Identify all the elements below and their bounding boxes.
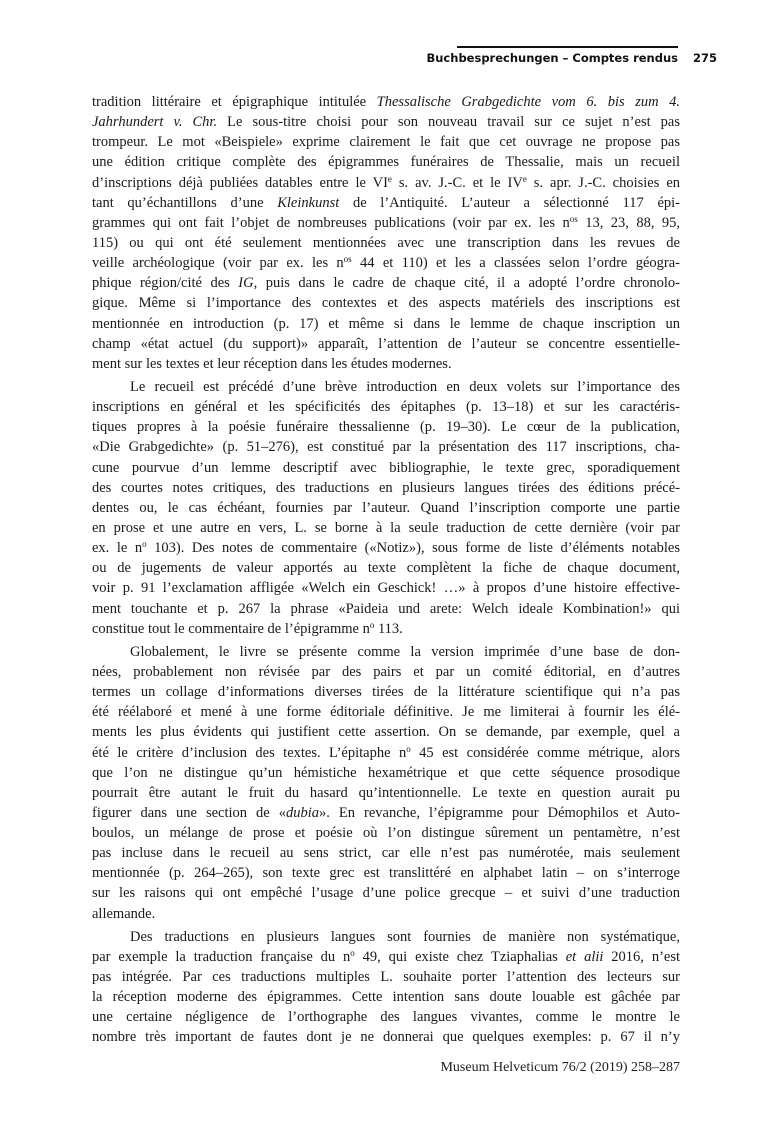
paragraph (92, 92, 680, 374)
text-run: que l’on ne distingue qu’un hémistiche hexamétrique et que cette séquence prosodique (92, 764, 680, 781)
italic-text: Kleinkunst (277, 194, 340, 211)
text-run: «Die Grabgedichte» (p. 51–276), est constitué par la présentation des 117 inscriptions, cha- (92, 439, 680, 456)
text-line (92, 662, 680, 682)
text-line (92, 458, 680, 478)
text-run: puis dans le cadre de chaque cité, il a adopté l’ordre chronolo- (257, 275, 680, 292)
page-number: 275 (693, 51, 718, 65)
text-run: termes un collage d’informations diverses tirées de la littérature scientifique qui n’a pas (92, 684, 680, 701)
text-run: grammes qui ont fait l’objet de nombreuses publications (voir par ex. les n (92, 214, 570, 231)
text-line (92, 354, 680, 374)
text-run: été réélaboré et mené à une forme éditoriale définitive. Je me limiterai à fournir les élé- (92, 704, 680, 721)
text-run: en prose et une autre en vers, L. se borne à la seule traduction de cette dernière (voir par (92, 519, 680, 536)
text-run: par exemple la traduction française du n (92, 948, 351, 965)
text-line (92, 193, 680, 213)
text-line (92, 702, 680, 722)
text-line (92, 883, 680, 903)
text-run: Globalement, le livre se présente comme la version imprimée d’une base de don- (130, 643, 680, 660)
text-run: mentionnée (p. 264–265), son texte grec est translittéré en alphabet latin – on s’interroge (92, 865, 680, 882)
text-run: champ «état actuel (du support)» apparaît, l’attention de l’auteur se concentre essentielle- (92, 335, 680, 352)
text-line (92, 578, 680, 598)
paragraph (92, 642, 680, 924)
text-line (92, 682, 680, 702)
text-line (92, 538, 680, 558)
text-run: 2016, n’est (603, 948, 681, 965)
text-run: ou de jugements de valeur apportés au texte complètent la fiche de chaque document, (92, 560, 680, 577)
superscript: o (406, 743, 411, 754)
text-line (92, 112, 680, 132)
text-line (92, 233, 680, 253)
text-run: allemande. (92, 905, 156, 922)
header-rule (457, 46, 678, 48)
text-run: 115) ou qui ont été seulement mentionnées avec une transcription dans les revues de (92, 234, 680, 251)
text-run: tiques propres à la poésie funéraire thessalienne (p. 19–30). Le cœur de la publication, (92, 419, 680, 436)
text-run: 13, 23, 88, 95, (577, 214, 681, 231)
text-line (92, 92, 680, 112)
running-head: Buchbesprechungen – Comptes rendus (426, 51, 678, 65)
text-run: s. av. J.-C. et le IV (391, 174, 523, 191)
text-run: ». En revanche, l’épigramme pour Démophilos et Auto- (319, 804, 680, 821)
text-run: d’inscriptions déjà publiées datables entre le VI (92, 174, 388, 191)
text-run: la réception moderne des épigrammes. Cette intention sans doute louable est gâchée par (92, 989, 680, 1006)
text-run: inscriptions en général et les spécificités des épitaphes (p. 13–18) et sur les caractéris- (92, 399, 680, 416)
text-run: phique région/cité des (92, 275, 239, 292)
italic-text: dubia (285, 804, 320, 821)
text-run: 44 et 110) et les a classées selon l’ordre géogra- (351, 255, 680, 272)
text-line (92, 417, 680, 437)
journal-footer: Museum Helveticum 76/2 (2019) 258–287 (440, 1060, 680, 1075)
text-run: des courtes notes critiques, des traductions en plusieurs langues tirées des éditions précé- (92, 479, 680, 496)
text-line (92, 273, 680, 293)
text-run: de l’Antiquité. L’auteur a sélectionné 117 épi- (339, 194, 680, 211)
text-line (92, 437, 680, 457)
text-line (92, 478, 680, 498)
text-line (92, 132, 680, 152)
text-run: mentionnée en introduction (p. 17) et même si dans le lemme de chaque inscription un (92, 315, 680, 332)
text-line (92, 967, 680, 987)
text-line (92, 377, 680, 397)
text-line (92, 642, 680, 662)
text-run: Le recueil est précédé d’une brève introduction en deux volets sur l’importance des (130, 378, 680, 395)
text-run: cune pourvue d’un lemme descriptif avec bibliographie, le texte grec, sporadiquement (92, 459, 680, 476)
text-run: dentes ou, le cas échéant, fournies par l’auteur. Quand l’inscription comporte une partie (92, 499, 680, 516)
text-run: Le sous-titre choisi pour son nouveau travail sur ce sujet n’est pas (217, 114, 681, 131)
text-run: ments les plus évidents qui justifient cette assertion. On se demande, par exemple, quel a (92, 724, 680, 741)
text-line (92, 947, 680, 967)
italic-text: IG, (238, 275, 258, 292)
superscript: os (343, 254, 352, 265)
text-run: Des traductions en plusieurs langues sont fournies de manière non systématique, (130, 928, 680, 945)
text-run: pourrait être autant le fruit du hasard qu’intentionnelle. Le texte en question aurait pu (92, 784, 680, 801)
text-line (92, 397, 680, 417)
text-run: gique. Même si l’importance des contextes et des aspects matériels des inscriptions est (92, 295, 680, 312)
text-run: s. apr. J.-C. choisies en (526, 174, 681, 191)
text-run: boulos, un mélange de prose et poésie où l’on distingue sûrement un pentamètre, n’est (92, 825, 680, 842)
superscript: e (387, 173, 392, 184)
text-run: 103). Des notes de commentaire («Notiz»), sous forme de liste d’éléments notables (146, 540, 680, 557)
text-line (92, 314, 680, 334)
text-line (92, 558, 680, 578)
text-line (92, 293, 680, 313)
text-line (92, 927, 680, 947)
text-line (92, 253, 680, 273)
italic-text: et alii (565, 948, 604, 965)
text-line (92, 904, 680, 924)
text-line (92, 743, 680, 763)
text-run: trompeur. Le mot «Beispiele» exprime clairement le fait que cet ouvrage ne propose pas (92, 134, 680, 151)
text-line (92, 863, 680, 883)
superscript: o (350, 947, 355, 958)
superscript: o (142, 539, 147, 550)
text-run: 113. (374, 620, 403, 637)
text-line (92, 173, 680, 193)
text-run: tradition littéraire et épigraphique intitulée (92, 94, 377, 110)
text-line (92, 843, 680, 863)
italic-text: Jahrhundert v. Chr. (92, 114, 218, 131)
text-line (92, 803, 680, 823)
text-line (92, 1007, 680, 1027)
text-line (92, 498, 680, 518)
superscript: o (369, 619, 375, 630)
text-line (92, 599, 680, 619)
paragraph (92, 377, 680, 639)
text-run: nées, probablement non révisée par des pairs et par un comité éditorial, en d’autres (92, 663, 680, 680)
text-run: veille archéologique (voir par ex. les n (92, 255, 344, 272)
text-run: ment touchante et p. 267 la phrase «Paideia und arete: Welch ideale Kombination!» qui (92, 600, 680, 617)
text-run: été le critère d’inclusion des textes. L’épitaphe n (92, 744, 407, 761)
text-run: une certaine négligence de l’orthographe des langues vivantes, comme le montre le (92, 1009, 680, 1026)
superscript: e (522, 173, 527, 184)
text-run: figurer dans une section de « (92, 804, 286, 821)
text-line (92, 518, 680, 538)
text-run: ex. le n (92, 540, 143, 557)
text-run: une édition critique complète des épigrammes funéraires de Thessalie, mais un recueil (92, 154, 680, 171)
text-run: sur les raisons qui ont empêché l’usage d’une police grecque – et suivi d’une traduction (92, 885, 680, 902)
text-line (92, 619, 680, 639)
text-line (92, 334, 680, 354)
text-line (92, 763, 680, 783)
text-line (92, 783, 680, 803)
paragraph (92, 927, 680, 1048)
text-run: voir p. 91 l’exclamation affligée «Welch ein Geschick! …» à propos d’une histoire effective- (92, 580, 680, 597)
text-run: tant qu’échantillons d’une (92, 194, 278, 211)
text-run: pas incluse dans le recueil au sens strict, car elle n’est pas numérotée, mais seulement (92, 845, 680, 862)
text-line (92, 722, 680, 742)
text-run: ment sur les textes et leur réception dans les études modernes. (92, 355, 452, 372)
text-line (92, 987, 680, 1007)
text-line (92, 823, 680, 843)
text-run: 49, qui existe chez Tziaphalias (354, 948, 566, 965)
text-line (92, 213, 680, 233)
text-run: 45 est considérée comme métrique, alors (410, 744, 680, 761)
text-line (92, 1027, 680, 1047)
text-line (92, 152, 680, 172)
superscript: os (569, 213, 578, 224)
text-run: constitue tout le commentaire de l’épigramme n (92, 620, 370, 637)
italic-text: Thessalische Grabgedichte vom 6. bis zum 4. (376, 94, 680, 110)
text-run: pas intégrée. Par ces traductions multiples L. souhaite porter l’attention des lecteurs sur (92, 969, 680, 986)
text-run: nombre très important de fautes dont je ne donnerai que quelques exemples: p. 67 il n’y (92, 1029, 680, 1046)
body-text (92, 92, 680, 1051)
